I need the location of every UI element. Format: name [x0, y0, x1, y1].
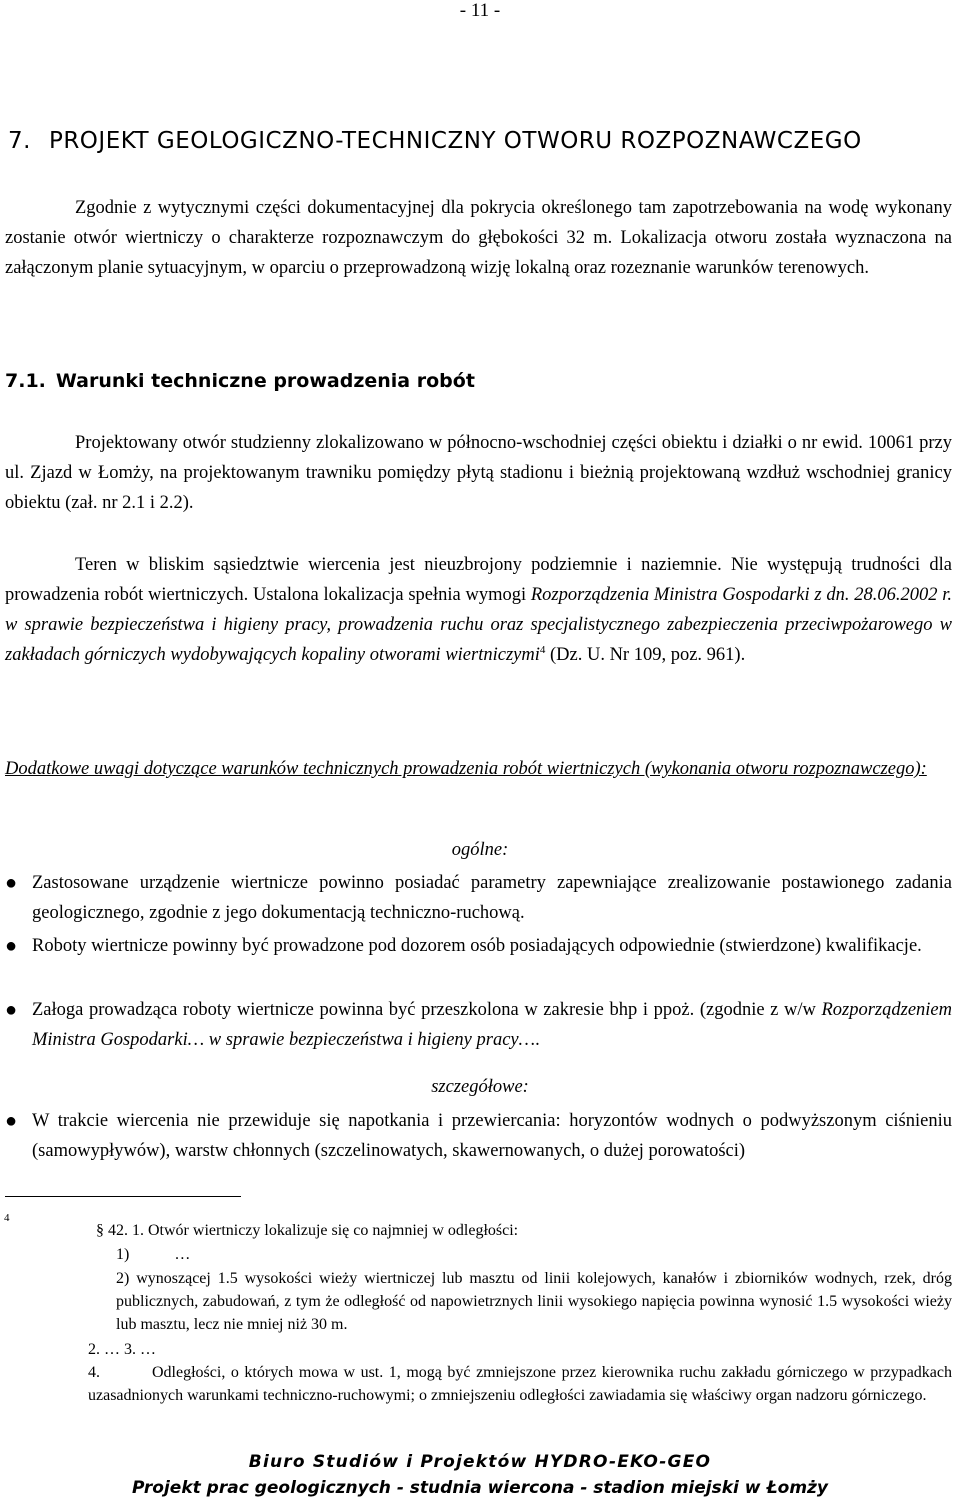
- conditions-tail: (Dz. U. Nr 109, poz. 961).: [545, 645, 746, 665]
- footnote-item-2-text: wynoszącej 1.5 wysokości wieży wiertniczej lub masztu od linii kolejowych, kanałów i zbiorników wodnych, rzek, dróg publicznych, zabudowań, z tym że odległość od napowietrznych linii wysokiego napięcia powinna wynosić 1.5 wysokości wieży lub masztu, lecz nie mniej niż 30 m.: [116, 1270, 952, 1333]
- footnote-item-4-text: Odległości, o których mowa w ust. 1, mogą być zmniejszone przez kierownika ruchu zakładu górniczego w przypadkach uzasadnionych warunkami techniczno-ruchowymi; o zmniejszeniu odległości zawiadamia się właściwy organ nadzoru górniczego.: [88, 1364, 952, 1404]
- footnote-line-4: 2. … 3. …: [88, 1341, 156, 1358]
- general-heading: ogólne:: [451, 840, 509, 860]
- remarks-heading: Dodatkowe uwagi dotyczące warunków technicznych prowadzenia robót wiertniczych (wykonania otworu rozpoznawczego):: [5, 759, 927, 779]
- footnote-reference: 4: [539, 643, 546, 656]
- bullet-icon: ●: [5, 935, 18, 957]
- section-number: 7.: [8, 128, 31, 154]
- regulation-reference: Rozporządzenia Ministra Gospodarki z dn. 28.06.2002 r. w sprawie bezpieczeństwa i higieny pracy, prowadzenia ruchu oraz specjalistycznego zabezpieczenia przeciwpożarowego w zakładach górniczych wydobywających kopaliny otworami wiertniczymi: [5, 585, 952, 665]
- footer-company: Biuro Studiów i Projektów HYDRO-EKO-GEO: [248, 1452, 712, 1472]
- footnote-mark: 4: [4, 1212, 10, 1224]
- general-bullet-3-regulation: Rozporządzeniem Ministra Gospodarki… w sprawie bezpieczeństwa i higieny pracy…: [32, 1000, 952, 1050]
- bullet-icon: ●: [5, 1110, 18, 1132]
- footnote-item-2: [116, 1267, 952, 1336]
- conditions-paragraph: [5, 550, 952, 670]
- subsection-title: Warunki techniczne prowadzenia robót: [55, 370, 475, 392]
- detailed-bullet-1-text: W trakcie wiercenia nie przewiduje się napotkania i przewiercania: horyzontów wodnych o podwyższonym ciśnieniu (samowypływów), warstw chłonnych (szczelinowatych, skawernowanych, o dużej porowatości): [32, 1111, 952, 1161]
- detailed-heading: szczegółowe:: [431, 1077, 529, 1097]
- footnote-item-1: [116, 1243, 952, 1266]
- section-heading: [8, 128, 952, 154]
- footnote-item-2-number: 2): [116, 1270, 130, 1287]
- general-bullet-1-text: Zastosowane urządzenie wiertnicze powinno posiadać parametry zapewniające zrealizowanie postawionego zadania geologicznego, zgodnie z jego dokumentacją techniczno-ruchową.: [32, 873, 952, 923]
- general-bullet-2: [5, 931, 952, 961]
- general-bullet-3-tail: .: [535, 1030, 540, 1050]
- footnote-line-1: § 42. 1. Otwór wiertniczy lokalizuje się co najmniej w odległości:: [96, 1222, 519, 1239]
- conditions-text: Teren w bliskim sąsiedztwie wiercenia jest nieuzbrojony podziemnie i naziemnie. Nie występują trudności dla prowadzenia robót wiertniczych. Ustalona lokalizacja spełnia wymogi: [5, 555, 952, 605]
- footnote-separator: [5, 1196, 241, 1197]
- footnote-item-4-number: 4.: [88, 1364, 100, 1381]
- general-bullet-1: [5, 868, 952, 928]
- general-bullet-3-text: Załoga prowadząca roboty wiertnicze powinna być przeszkolona w zakresie bhp i ppoż. (zgodnie z w/w: [32, 1000, 822, 1020]
- subsection-number: 7.1.: [5, 370, 46, 392]
- footnote-item-4: [88, 1361, 952, 1407]
- bullet-icon: ●: [5, 999, 18, 1021]
- location-paragraph: [5, 428, 952, 518]
- general-bullet-2-text: Roboty wiertnicze powinny być prowadzone pod dozorem osób posiadających odpowiednie (stwierdzone) kwalifikacje.: [32, 936, 922, 956]
- footer-project: Projekt prac geologicznych - studnia wiercona - stadion miejski w Łomży: [131, 1478, 829, 1498]
- page-number: - 11 -: [459, 0, 501, 21]
- bullet-icon: ●: [5, 872, 18, 894]
- subsection-heading: [5, 370, 475, 392]
- location-text: Projektowany otwór studzienny zlokalizowano w północno-wschodniej części obiektu i działki o nr ewid. 10061 przy ul. Zjazd w Łomży, na projektowanym trawniku pomiędzy płytą stadionu i bieżnią projektowaną wzdłuż wschodniej granicy obiektu (zał. nr 2.1 i 2.2).: [5, 433, 952, 513]
- section-title: PROJEKT GEOLOGICZNO-TECHNICZNY OTWORU ROZPOZNAWCZEGO: [48, 128, 862, 154]
- detailed-bullet-1: [5, 1106, 952, 1166]
- intro-paragraph: [5, 193, 952, 283]
- footnote-item-1-number: 1): [116, 1246, 130, 1263]
- general-bullet-3: [5, 995, 952, 1055]
- intro-text: Zgodnie z wytycznymi części dokumentacyjnej dla pokrycia określonego tam zapotrzebowania na wodę wykonany zostanie otwór wiertniczy o charakterze rozpoznawczym do głębokości 32 m. Lokalizacja otworu została wyznaczona na załączonym planie sytuacyjnym, w oparciu o przeprowadzoną wizję lokalną oraz rozeznanie warunków terenowych.: [5, 198, 952, 278]
- footnote-item-1-text: …: [174, 1246, 191, 1263]
